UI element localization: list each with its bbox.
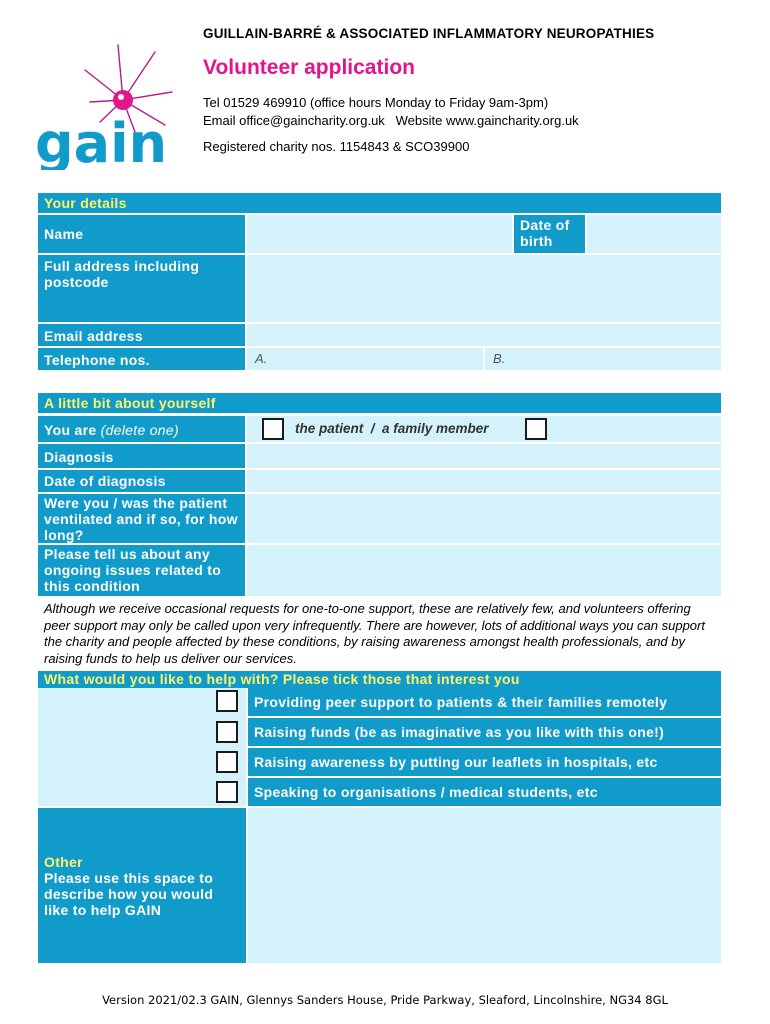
help-option-peer-support: Providing peer support to patients & their families remotely	[248, 688, 721, 716]
dob-field[interactable]	[587, 215, 721, 253]
you-are-field	[247, 416, 721, 442]
help-option-speaking: Speaking to organisations / medical students, etc	[248, 778, 721, 806]
speaking-checkbox[interactable]	[216, 781, 238, 803]
date-of-diagnosis-field[interactable]	[247, 470, 721, 492]
footer-version: Version 2021/02.3 GAIN, Glennys Sanders House, Pride Parkway, Sleaford, Lincolnshire, NG34 8GL	[102, 993, 668, 1007]
charity-numbers: Registered charity nos. 1154843 & SCO39900	[203, 139, 470, 154]
raising-awareness-checkbox[interactable]	[216, 751, 238, 773]
other-description: Please use this space to describe how you would like to help GAIN	[44, 870, 214, 918]
organisation-name: GUILLAIN-BARRÉ & ASSOCIATED INFLAMMATORY NEUROPATHIES	[203, 26, 655, 41]
email-field[interactable]	[247, 324, 721, 346]
help-option-raising-awareness: Raising awareness by putting our leaflets in hospitals, etc	[248, 748, 721, 776]
section-heading-about-yourself: A little bit about yourself	[38, 393, 721, 413]
address-label: Full address including postcode	[38, 255, 245, 322]
ongoing-issues-label: Please tell us about any ongoing issues related to this condition	[38, 545, 245, 596]
volunteer-notice: Although we receive occasional requests for one-to-one support, these are relatively few, and volunteers offering peer support may only be called upon very infrequently. There are however, lots of additional ways you can support the charity and people affected by these conditions, by raising awareness amongst health professionals, and by raising funds to help us deliver our services.	[44, 601, 705, 666]
you-are-label: You are (delete one)	[38, 416, 245, 442]
patient-checkbox[interactable]	[262, 418, 284, 440]
section-heading-your-details: Your details	[38, 193, 721, 213]
address-field[interactable]	[247, 255, 721, 322]
help-option-raising-funds: Raising funds (be as imaginative as you like with this one!)	[248, 718, 721, 746]
logo-text: gain	[35, 112, 168, 170]
section-heading-help-with: What would you like to help with? Please tick those that interest you	[38, 671, 721, 688]
telephone-b-field[interactable]	[485, 348, 721, 370]
other-title: Other	[44, 854, 83, 870]
email-label: Email address	[38, 324, 245, 346]
you-are-options: the patient / a family member	[295, 421, 489, 436]
page-title: Volunteer application	[203, 56, 415, 79]
telephone-a-field[interactable]	[247, 348, 483, 370]
date-of-diagnosis-label: Date of diagnosis	[38, 470, 245, 492]
ventilated-label: Were you / was the patient ventilated and if so, for how long?	[38, 494, 245, 543]
telephone-a-prefix: A.	[255, 351, 268, 366]
other-field[interactable]	[248, 808, 721, 963]
diagnosis-label: Diagnosis	[38, 444, 245, 468]
checkbox-column	[38, 688, 246, 806]
gain-logo-graphic	[30, 40, 180, 170]
raising-funds-checkbox[interactable]	[216, 721, 238, 743]
other-label	[38, 808, 246, 963]
contact-phone: Tel 01529 469910 (office hours Monday to Friday 9am-3pm)	[203, 95, 549, 110]
name-field[interactable]	[247, 215, 512, 253]
diagnosis-field[interactable]	[247, 444, 721, 468]
peer-support-checkbox[interactable]	[216, 690, 238, 712]
family-member-checkbox[interactable]	[525, 418, 547, 440]
telephone-label: Telephone nos.	[38, 348, 245, 370]
dob-label: Date of birth	[514, 215, 585, 253]
telephone-b-prefix: B.	[493, 351, 506, 366]
contact-email-website: Email office@gaincharity.org.uk Website www.gaincharity.org.uk	[203, 113, 579, 128]
gain-logo	[30, 40, 180, 170]
ongoing-issues-field[interactable]	[247, 545, 721, 596]
name-label: Name	[38, 215, 245, 253]
ventilated-field[interactable]	[247, 494, 721, 543]
